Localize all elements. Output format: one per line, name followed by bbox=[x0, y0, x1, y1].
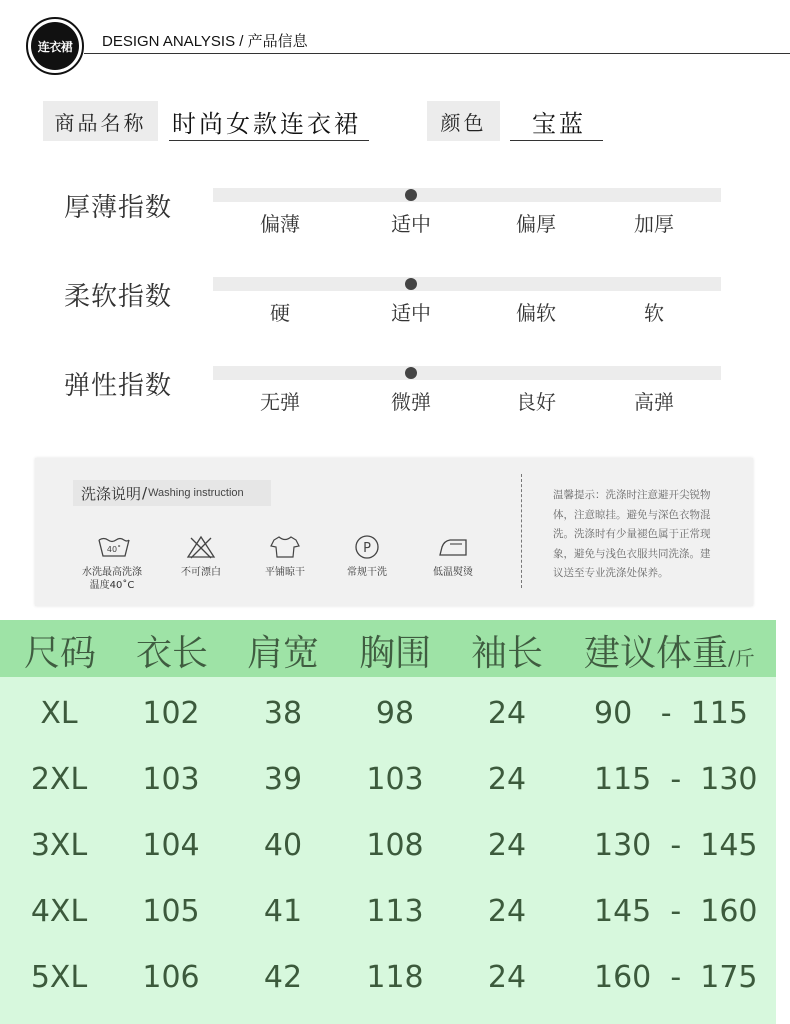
table-cell-sleeve: 24 bbox=[487, 828, 527, 863]
table-cell-size: 2XL bbox=[30, 762, 88, 797]
table-cell-size: 5XL bbox=[30, 960, 88, 995]
header-weight-unit: /斤 bbox=[728, 646, 755, 670]
washing-label bbox=[322, 566, 412, 579]
washtub-40-icon bbox=[97, 534, 131, 560]
index-label: 弹性指数 bbox=[64, 371, 173, 401]
care-note-line: 议送至专业洗涤处保养。 bbox=[553, 567, 669, 579]
washing-label bbox=[408, 566, 498, 579]
washing-label bbox=[156, 566, 246, 579]
header-shoulder: 肩宽 bbox=[247, 633, 320, 674]
index-marker bbox=[405, 278, 417, 290]
care-note-line: 温馨提示：洗涤时注意避开尖锐物 bbox=[553, 489, 711, 501]
table-cell-length: 102 bbox=[142, 696, 200, 731]
svg-text:P: P bbox=[363, 541, 371, 556]
index-scale-bar bbox=[213, 188, 721, 202]
table-cell-bust: 108 bbox=[366, 828, 424, 863]
washing-title bbox=[73, 480, 271, 506]
index-option: 加厚 bbox=[634, 212, 674, 236]
header-length: 衣长 bbox=[136, 633, 209, 674]
color-label: 颜色 bbox=[427, 101, 500, 141]
category-badge-text: 连衣裙 bbox=[31, 22, 79, 70]
section-title: DESIGN ANALYSIS / 产品信息 bbox=[102, 33, 308, 50]
washing-title-separator: / bbox=[142, 484, 148, 502]
washing-label-line: 常规干洗 bbox=[347, 567, 387, 578]
index-option: 良好 bbox=[516, 390, 556, 414]
index-option: 硬 bbox=[270, 301, 290, 325]
flat-dry-shirt-icon bbox=[268, 534, 302, 560]
index-label: 柔软指数 bbox=[64, 282, 173, 312]
table-cell-weight: 145 - 160 bbox=[594, 894, 758, 929]
table-cell-sleeve: 24 bbox=[487, 894, 527, 929]
svg-text:40˚: 40˚ bbox=[106, 545, 122, 554]
table-cell-size: 4XL bbox=[30, 894, 88, 929]
index-option: 适中 bbox=[391, 301, 431, 325]
washing-label bbox=[67, 566, 157, 592]
color-underline bbox=[510, 140, 603, 141]
index-option: 高弹 bbox=[634, 390, 674, 414]
index-option: 偏厚 bbox=[516, 212, 556, 236]
washing-label-line: 不可漂白 bbox=[181, 567, 221, 578]
table-cell-bust: 103 bbox=[366, 762, 424, 797]
washing-label-line: 平铺晾干 bbox=[265, 567, 305, 578]
care-note-line: 象，避免与浅色衣服共同洗涤。建 bbox=[553, 547, 711, 560]
index-option: 适中 bbox=[391, 212, 431, 236]
washing-label bbox=[240, 566, 330, 579]
header-size: 尺码 bbox=[24, 633, 97, 674]
care-note-line: 体，注意晾挂。避免与深色衣物混 bbox=[553, 508, 711, 521]
table-cell-sleeve: 24 bbox=[487, 960, 527, 995]
product-name-value: 时尚女款连衣裙 bbox=[172, 109, 361, 138]
color-value: 宝蓝 bbox=[532, 109, 586, 138]
dry-clean-p-icon bbox=[350, 534, 384, 560]
table-cell-shoulder: 38 bbox=[263, 696, 303, 731]
index-option: 微弹 bbox=[391, 390, 431, 414]
table-cell-weight: 115 - 130 bbox=[594, 762, 758, 797]
index-marker bbox=[405, 189, 417, 201]
table-cell-length: 104 bbox=[142, 828, 200, 863]
product-name-underline bbox=[169, 140, 369, 141]
table-cell-weight: 130 - 145 bbox=[594, 828, 758, 863]
right-margin bbox=[776, 620, 790, 1024]
index-option: 偏薄 bbox=[260, 212, 300, 236]
header-divider bbox=[84, 53, 790, 54]
table-cell-sleeve: 24 bbox=[487, 762, 527, 797]
washing-panel bbox=[35, 458, 753, 606]
size-table-header bbox=[0, 620, 776, 677]
washing-label-line: 水洗最高洗涤 bbox=[82, 567, 142, 578]
index-marker bbox=[405, 367, 417, 379]
table-cell-sleeve: 24 bbox=[487, 696, 527, 731]
table-cell-weight: 90 - 115 bbox=[594, 696, 748, 731]
washing-care-note bbox=[553, 486, 725, 584]
table-cell-length: 105 bbox=[142, 894, 200, 929]
washing-label-line: 低温熨烫 bbox=[433, 567, 473, 578]
index-option: 软 bbox=[644, 301, 664, 325]
index-label: 厚薄指数 bbox=[64, 193, 173, 223]
index-scale-bar bbox=[213, 366, 721, 380]
table-cell-length: 106 bbox=[142, 960, 200, 995]
table-cell-bust: 113 bbox=[366, 894, 424, 929]
table-cell-shoulder: 41 bbox=[263, 894, 303, 929]
index-option: 偏软 bbox=[516, 301, 556, 325]
product-name-label: 商品名称 bbox=[43, 101, 158, 141]
index-scale-bar bbox=[213, 277, 721, 291]
washing-title-en: Washing instruction bbox=[148, 487, 244, 499]
table-cell-length: 103 bbox=[142, 762, 200, 797]
size-table bbox=[0, 620, 776, 1024]
table-cell-size: 3XL bbox=[30, 828, 88, 863]
washing-divider bbox=[521, 474, 522, 588]
category-badge bbox=[26, 17, 84, 75]
index-option: 无弹 bbox=[260, 390, 300, 414]
table-cell-size: XL bbox=[40, 696, 78, 731]
header-weight-text: 建议体重 bbox=[584, 633, 729, 674]
washing-label-line: 温度40˚C bbox=[89, 580, 135, 591]
header-sleeve: 袖长 bbox=[471, 633, 544, 674]
table-cell-shoulder: 40 bbox=[263, 828, 303, 863]
care-note-line: 洗。洗涤时有少量褪色属于正常现 bbox=[553, 528, 711, 540]
header-bust: 胸围 bbox=[359, 633, 432, 674]
washing-title-cn: 洗涤说明 bbox=[81, 484, 142, 503]
header-weight bbox=[584, 625, 755, 676]
table-cell-shoulder: 39 bbox=[263, 762, 303, 797]
iron-low-icon bbox=[436, 534, 470, 560]
table-cell-bust: 118 bbox=[366, 960, 424, 995]
no-bleach-icon bbox=[184, 534, 218, 560]
table-cell-weight: 160 - 175 bbox=[594, 960, 758, 995]
table-cell-bust: 98 bbox=[375, 696, 415, 731]
table-cell-shoulder: 42 bbox=[263, 960, 303, 995]
